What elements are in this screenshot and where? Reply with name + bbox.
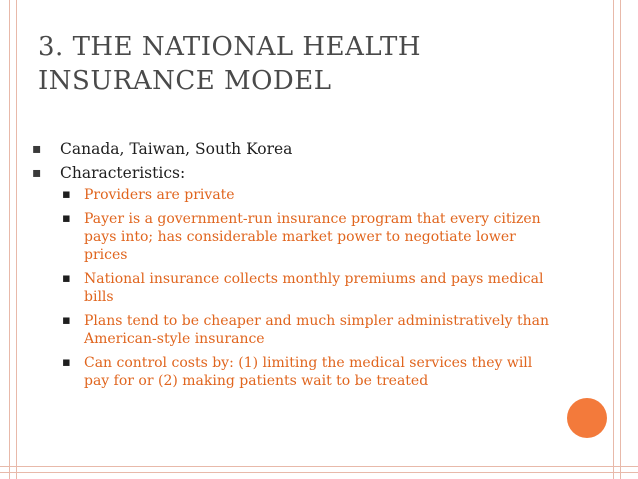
left-border-rule <box>9 0 10 479</box>
bullet-square-icon: ▪︎ <box>62 271 71 286</box>
slide-title <box>38 30 598 98</box>
bullet-text: Characteristics: <box>60 164 186 182</box>
sub-bullet-premiums <box>30 270 554 306</box>
bullet-countries <box>30 138 590 160</box>
bullet-characteristics <box>30 162 590 184</box>
sub-bullet-text: Providers are private <box>84 187 235 203</box>
bullet-text: Canada, Taiwan, South Korea <box>60 140 293 158</box>
bullet-square-icon: ▪︎ <box>32 141 42 157</box>
bullet-square-icon: ▪︎ <box>62 313 71 328</box>
bottom-border-rule <box>0 466 638 467</box>
sub-bullet-payer <box>30 210 554 264</box>
sub-bullet-text: National insurance collects monthly premiums and pays medical bills <box>84 271 544 305</box>
sub-bullet-plans <box>30 312 554 348</box>
slide-title-line-1: 3. THE NATIONAL HEALTH <box>38 32 422 62</box>
decorative-circle-icon <box>567 398 607 438</box>
slide-title-line-2: INSURANCE MODEL <box>38 66 332 96</box>
bottom-border-rule-outer <box>0 472 638 473</box>
left-border-rule-inner <box>16 0 17 479</box>
sub-bullet-costs <box>30 354 554 390</box>
sub-bullet-text: Can control costs by: (1) limiting the medical services they will pay for or (2) making patients wait to be treated <box>84 355 533 389</box>
bullet-square-icon: ▪︎ <box>62 355 71 370</box>
right-border-rule <box>620 0 621 479</box>
characteristics-list <box>30 186 590 390</box>
bullet-square-icon: ▪︎ <box>62 187 71 202</box>
bullet-square-icon: ▪︎ <box>62 211 71 226</box>
right-border-rule-inner <box>613 0 614 479</box>
bullet-square-icon: ▪︎ <box>32 165 42 181</box>
sub-bullet-text: Payer is a government-run insurance program that every citizen pays into; has considerable market power to negotiate lower prices <box>84 211 541 263</box>
sub-bullet-text: Plans tend to be cheaper and much simpler administratively than American-style insurance <box>84 313 550 347</box>
sub-bullet-providers <box>30 186 554 204</box>
slide-content <box>30 138 590 396</box>
